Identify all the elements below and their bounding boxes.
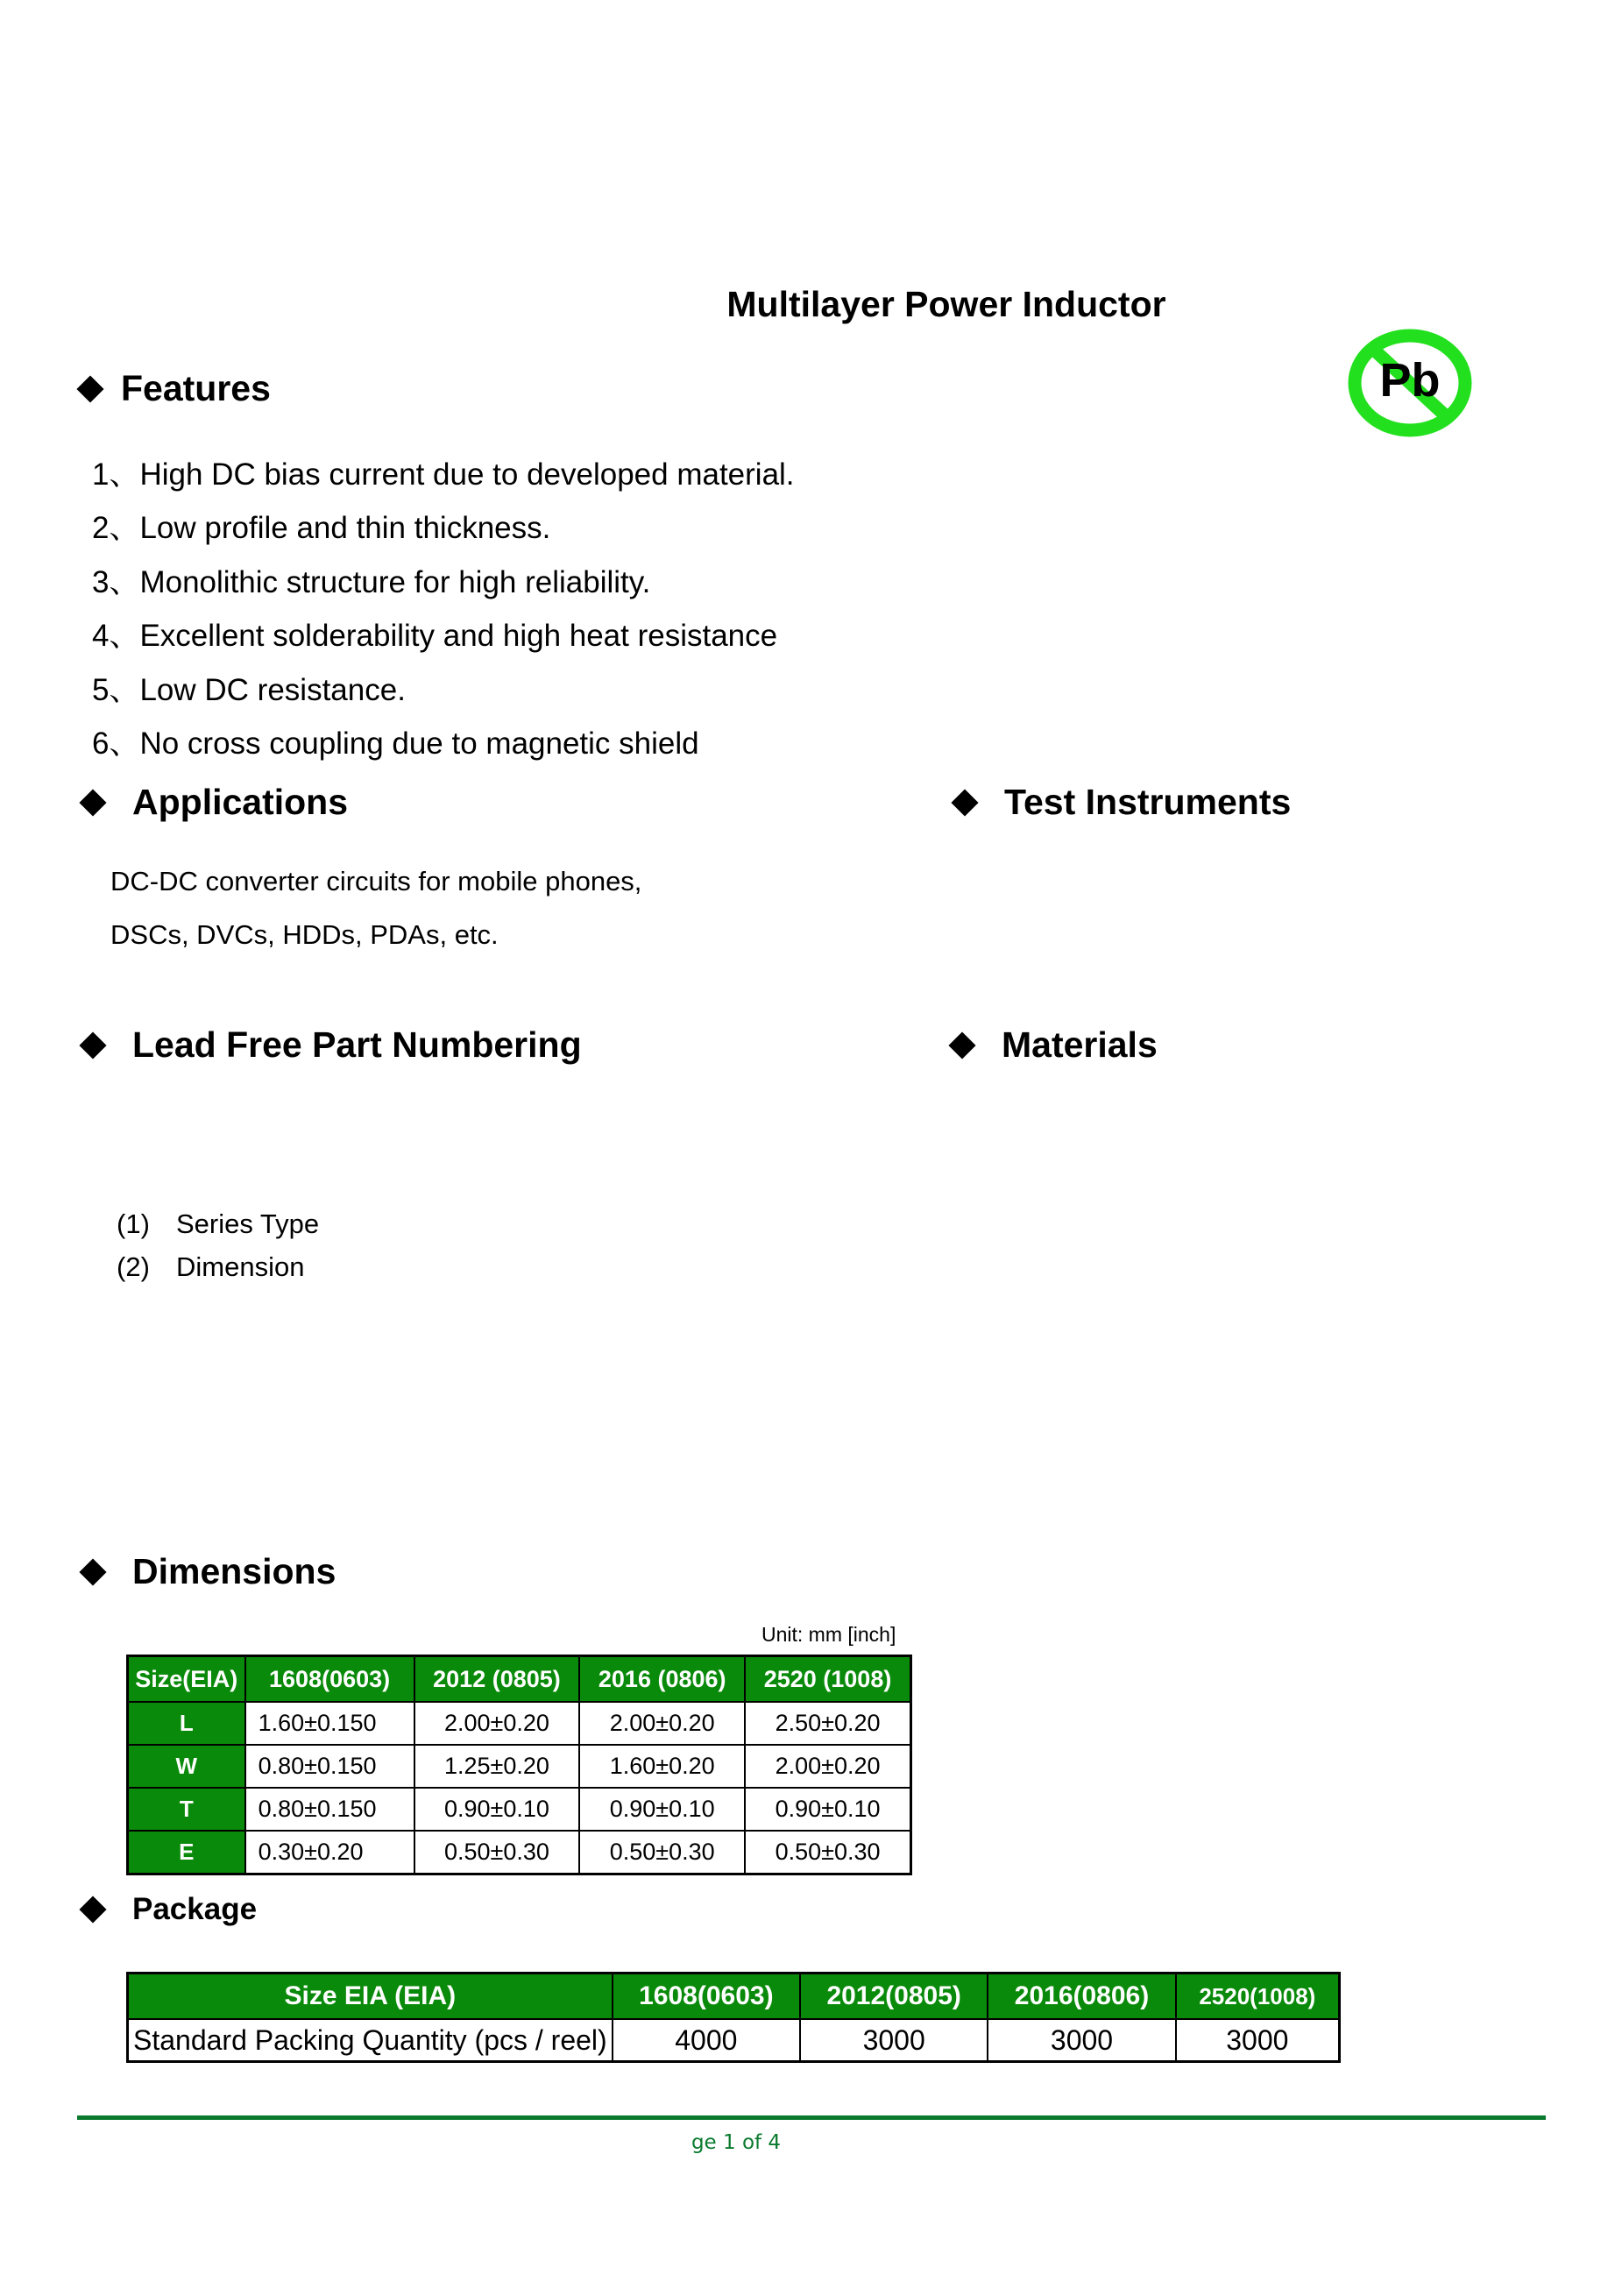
dimensions-heading-label: Dimensions [132, 1551, 336, 1591]
table-header-row [128, 1974, 1340, 2020]
diamond-bullet-icon [79, 1031, 106, 1059]
test-instruments-heading [955, 782, 1291, 823]
table-row-header: E [128, 1831, 245, 1874]
table-header-cell: 1608(0603) [613, 1974, 800, 2020]
table-header-cell: Size(EIA) [128, 1656, 245, 1703]
table-cell: 4000 [613, 2019, 800, 2062]
applications-heading-label: Applications [132, 782, 349, 822]
table-cell: 0.90±0.10 [745, 1788, 910, 1831]
table-cell: Standard Packing Quantity (pcs / reel) [128, 2019, 613, 2062]
table-header-cell: 1608(0603) [245, 1656, 414, 1703]
lead-free-icon [1347, 328, 1473, 438]
table-header-cell: 2520(1008) [1176, 1974, 1340, 2020]
table-row-header: W [128, 1745, 245, 1788]
materials-heading-label: Materials [1002, 1024, 1158, 1065]
table-cell: 0.80±0.150 [245, 1788, 414, 1831]
table-row-header: L [128, 1702, 245, 1745]
package-heading-label: Package [132, 1892, 258, 1926]
table-row [128, 1702, 911, 1745]
diamond-bullet-icon [76, 375, 103, 402]
feature-item: 5、Low DC resistance. [92, 673, 406, 707]
table-cell: 0.90±0.10 [414, 1788, 580, 1831]
part-number-index: (1) [117, 1208, 150, 1239]
features-heading [81, 368, 271, 409]
table-header-cell: Size EIA (EIA) [128, 1974, 613, 2020]
page-title: Multilayer Power Inductor [726, 284, 1166, 324]
materials-heading [953, 1024, 1158, 1066]
application-line: DSCs, DVCs, HDDs, PDAs, etc. [110, 919, 499, 950]
lead-free-label: Pb [1379, 354, 1441, 407]
diamond-bullet-icon [951, 789, 978, 816]
part-number-label: Series Type [176, 1208, 320, 1239]
part-number-label: Dimension [176, 1251, 305, 1282]
table-cell: 0.90±0.10 [579, 1788, 745, 1831]
table-row [128, 2019, 1340, 2062]
page-number: ge 1 of 4 [691, 2131, 782, 2154]
table-row [128, 1831, 911, 1874]
test-instruments-heading-label: Test Instruments [1004, 782, 1292, 822]
table-cell: 2.00±0.20 [579, 1702, 745, 1745]
part-numbering-heading [83, 1024, 582, 1066]
table-cell: 3000 [1176, 2019, 1340, 2062]
dimensions-heading [83, 1551, 336, 1592]
table-cell: 3000 [800, 2019, 988, 2062]
table-row [128, 1788, 911, 1831]
feature-item: 6、No cross coupling due to magnetic shield [92, 726, 699, 761]
unit-label: Unit: mm [inch] [761, 1623, 896, 1646]
diamond-bullet-icon [79, 1896, 106, 1923]
feature-item: 4、Excellent solderability and high heat resistance [92, 619, 778, 653]
table-cell: 0.50±0.30 [414, 1831, 580, 1874]
part-number-index: (2) [117, 1251, 150, 1282]
footer-divider [77, 2115, 1546, 2120]
table-header-cell: 2016(0806) [988, 1974, 1175, 2020]
table-header-row [128, 1656, 911, 1703]
table-cell: 0.50±0.30 [745, 1831, 910, 1874]
applications-heading [83, 782, 348, 823]
package-heading [83, 1892, 257, 1927]
table-row [128, 1745, 911, 1788]
table-cell: 1.60±0.20 [579, 1745, 745, 1788]
table-header-cell: 2012(0805) [800, 1974, 988, 2020]
table-cell: 2.00±0.20 [745, 1745, 910, 1788]
table-cell: 0.50±0.30 [579, 1831, 745, 1874]
feature-item: 2、Low profile and thin thickness. [92, 511, 551, 545]
table-header-cell: 2012 (0805) [414, 1656, 580, 1703]
diamond-bullet-icon [948, 1031, 975, 1059]
part-numbering-heading-label: Lead Free Part Numbering [132, 1024, 582, 1065]
dimensions-table [126, 1655, 912, 1875]
table-cell: 2.00±0.20 [414, 1702, 580, 1745]
table-cell: 0.30±0.20 [245, 1831, 414, 1874]
table-cell: 3000 [988, 2019, 1175, 2062]
table-row-header: T [128, 1788, 245, 1831]
features-heading-label: Features [121, 368, 271, 408]
feature-item: 1、High DC bias current due to developed material. [92, 457, 795, 492]
feature-item: 3、Monolithic structure for high reliability. [92, 565, 651, 599]
diamond-bullet-icon [79, 1558, 106, 1585]
application-line: DC-DC converter circuits for mobile phones, [110, 866, 642, 896]
table-cell: 1.60±0.150 [245, 1702, 414, 1745]
table-header-cell: 2016 (0806) [579, 1656, 745, 1703]
table-cell: 1.25±0.20 [414, 1745, 580, 1788]
table-cell: 2.50±0.20 [745, 1702, 910, 1745]
table-cell: 0.80±0.150 [245, 1745, 414, 1788]
package-table [126, 1972, 1341, 2063]
table-header-cell: 2520 (1008) [745, 1656, 910, 1703]
diamond-bullet-icon [79, 789, 106, 816]
